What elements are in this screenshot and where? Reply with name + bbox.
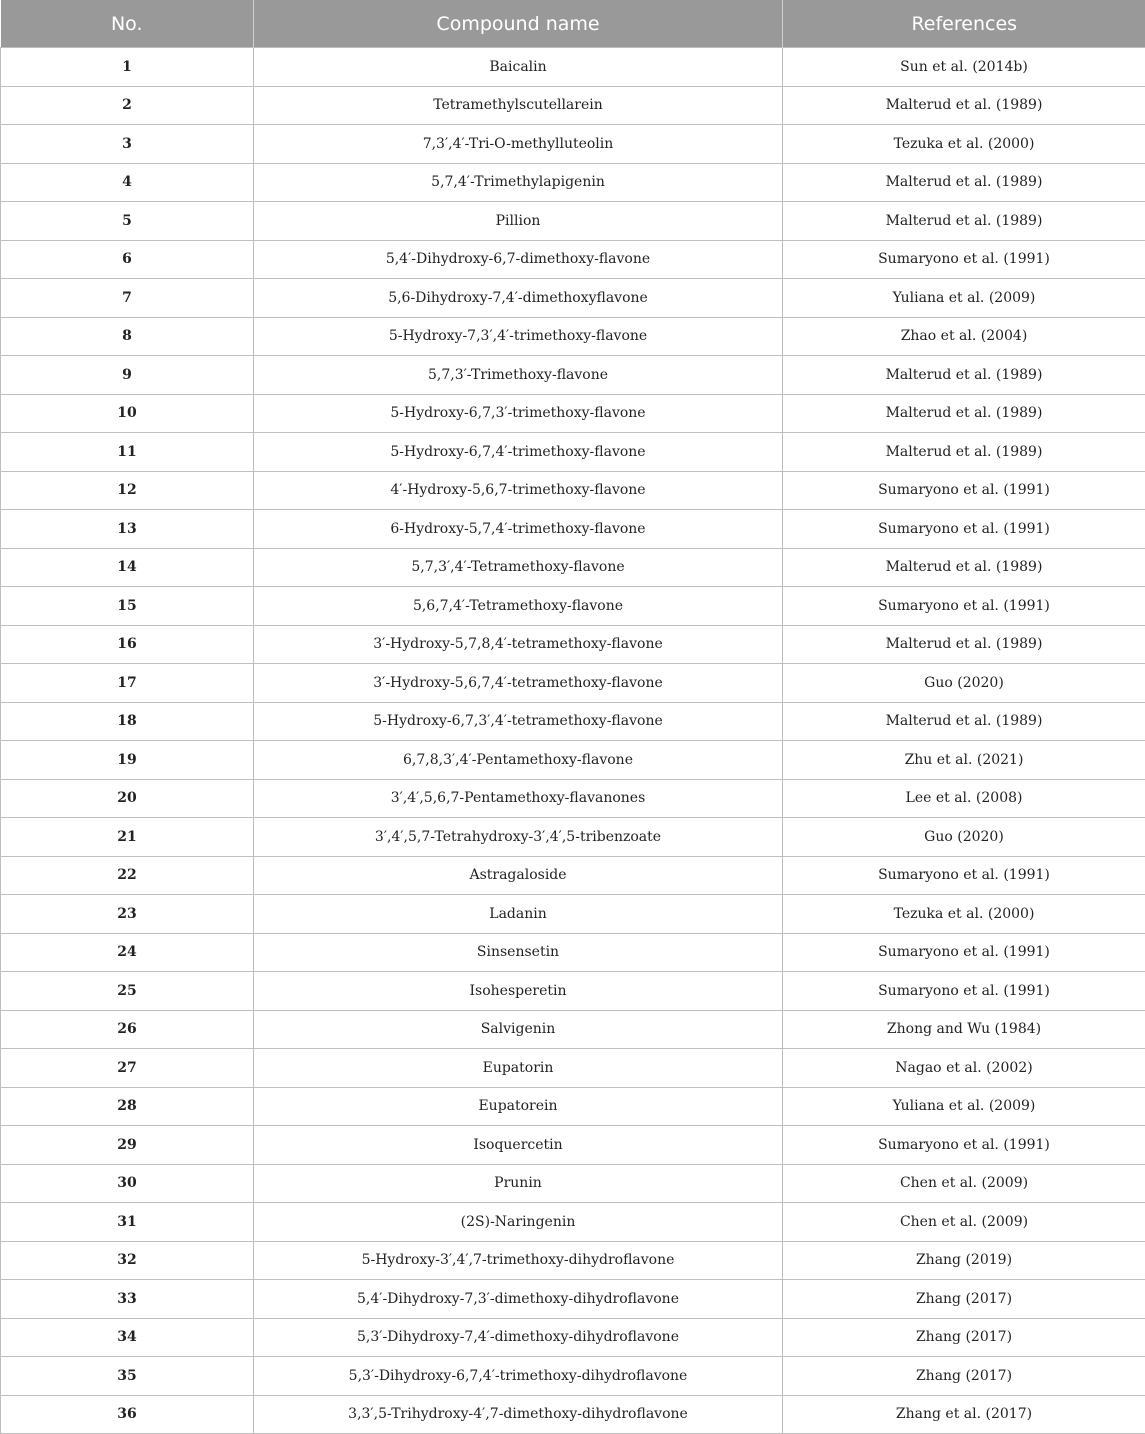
- compound-name-cell: Prunin: [254, 1164, 783, 1203]
- compound-name-cell: 5,3′-Dihydroxy-6,7,4′-trimethoxy-dihydroflavone: [254, 1357, 783, 1396]
- row-number: 8: [1, 317, 254, 356]
- reference-cell: Tezuka et al. (2000): [783, 125, 1145, 164]
- row-number: 36: [1, 1395, 254, 1434]
- table-row: [1, 625, 1145, 664]
- row-number: 21: [1, 818, 254, 857]
- row-number: 1: [1, 48, 254, 87]
- compound-name-cell: 5-Hydroxy-6,7,3′,4′-tetramethoxy-flavone: [254, 702, 783, 741]
- compound-name-cell: Astragaloside: [254, 856, 783, 895]
- compound-name-cell: Salvigenin: [254, 1010, 783, 1049]
- table-row: [1, 394, 1145, 433]
- reference-cell: Sumaryono et al. (1991): [783, 240, 1145, 279]
- header-row: [1, 0, 1145, 48]
- row-number: 16: [1, 625, 254, 664]
- table-row: [1, 510, 1145, 549]
- table-row: [1, 48, 1145, 87]
- reference-cell: Zhang (2017): [783, 1357, 1145, 1396]
- header-references: References: [783, 0, 1145, 48]
- reference-cell: Malterud et al. (1989): [783, 356, 1145, 395]
- reference-cell: Malterud et al. (1989): [783, 163, 1145, 202]
- reference-cell: Malterud et al. (1989): [783, 433, 1145, 472]
- reference-cell: Tezuka et al. (2000): [783, 895, 1145, 934]
- table-row: [1, 1280, 1145, 1319]
- table-body: [1, 48, 1145, 1434]
- row-number: 7: [1, 279, 254, 318]
- compound-name-cell: Pillion: [254, 202, 783, 241]
- compound-name-cell: Isoquercetin: [254, 1126, 783, 1165]
- row-number: 28: [1, 1087, 254, 1126]
- compound-name-cell: Eupatorin: [254, 1049, 783, 1088]
- table-row: [1, 1318, 1145, 1357]
- compound-name-cell: 5,4′-Dihydroxy-6,7-dimethoxy-flavone: [254, 240, 783, 279]
- row-number: 4: [1, 163, 254, 202]
- row-number: 20: [1, 779, 254, 818]
- reference-cell: Yuliana et al. (2009): [783, 1087, 1145, 1126]
- row-number: 32: [1, 1241, 254, 1280]
- row-number: 11: [1, 433, 254, 472]
- row-number: 34: [1, 1318, 254, 1357]
- table-row: [1, 895, 1145, 934]
- row-number: 12: [1, 471, 254, 510]
- row-number: 33: [1, 1280, 254, 1319]
- header-compound-name: Compound name: [254, 0, 783, 48]
- row-number: 18: [1, 702, 254, 741]
- table-row: [1, 1126, 1145, 1165]
- compound-name-cell: 5,7,3′-Trimethoxy-flavone: [254, 356, 783, 395]
- compound-name-cell: 5,3′-Dihydroxy-7,4′-dimethoxy-dihydroflavone: [254, 1318, 783, 1357]
- reference-cell: Malterud et al. (1989): [783, 702, 1145, 741]
- table-row: [1, 1357, 1145, 1396]
- table-row: [1, 664, 1145, 703]
- reference-cell: Zhang (2017): [783, 1280, 1145, 1319]
- table-row: [1, 1010, 1145, 1049]
- reference-cell: Sumaryono et al. (1991): [783, 856, 1145, 895]
- reference-cell: Nagao et al. (2002): [783, 1049, 1145, 1088]
- reference-cell: Zhong and Wu (1984): [783, 1010, 1145, 1049]
- table-row: [1, 125, 1145, 164]
- table-row: [1, 587, 1145, 626]
- reference-cell: Sun et al. (2014b): [783, 48, 1145, 87]
- table-row: [1, 933, 1145, 972]
- table-row: [1, 1164, 1145, 1203]
- row-number: 3: [1, 125, 254, 164]
- reference-cell: Zhu et al. (2021): [783, 741, 1145, 780]
- reference-cell: Zhang (2019): [783, 1241, 1145, 1280]
- row-number: 17: [1, 664, 254, 703]
- table-row: [1, 202, 1145, 241]
- compound-name-cell: Baicalin: [254, 48, 783, 87]
- row-number: 13: [1, 510, 254, 549]
- table-row: [1, 702, 1145, 741]
- reference-cell: Sumaryono et al. (1991): [783, 510, 1145, 549]
- reference-cell: Malterud et al. (1989): [783, 202, 1145, 241]
- table-row: [1, 779, 1145, 818]
- reference-cell: Sumaryono et al. (1991): [783, 972, 1145, 1011]
- row-number: 27: [1, 1049, 254, 1088]
- table-row: [1, 317, 1145, 356]
- compound-name-cell: 5-Hydroxy-3′,4′,7-trimethoxy-dihydroflavone: [254, 1241, 783, 1280]
- table-row: [1, 163, 1145, 202]
- reference-cell: Sumaryono et al. (1991): [783, 471, 1145, 510]
- reference-cell: Zhang (2017): [783, 1318, 1145, 1357]
- table-row: [1, 856, 1145, 895]
- table-row: [1, 1049, 1145, 1088]
- compound-name-cell: Isohesperetin: [254, 972, 783, 1011]
- reference-cell: Lee et al. (2008): [783, 779, 1145, 818]
- reference-cell: Yuliana et al. (2009): [783, 279, 1145, 318]
- compound-name-cell: 3,3′,5-Trihydroxy-4′,7-dimethoxy-dihydroflavone: [254, 1395, 783, 1434]
- compound-name-cell: 5-Hydroxy-6,7,3′-trimethoxy-flavone: [254, 394, 783, 433]
- compound-name-cell: 5,6-Dihydroxy-7,4′-dimethoxyflavone: [254, 279, 783, 318]
- row-number: 25: [1, 972, 254, 1011]
- compound-name-cell: 6,7,8,3′,4′-Pentamethoxy-flavone: [254, 741, 783, 780]
- compound-name-cell: (2S)-Naringenin: [254, 1203, 783, 1242]
- row-number: 5: [1, 202, 254, 241]
- compound-name-cell: Sinsensetin: [254, 933, 783, 972]
- table-row: [1, 86, 1145, 125]
- table-header: [1, 0, 1145, 48]
- table-row: [1, 279, 1145, 318]
- reference-cell: Chen et al. (2009): [783, 1203, 1145, 1242]
- row-number: 30: [1, 1164, 254, 1203]
- reference-cell: Zhao et al. (2004): [783, 317, 1145, 356]
- table-row: [1, 818, 1145, 857]
- reference-cell: Guo (2020): [783, 818, 1145, 857]
- row-number: 2: [1, 86, 254, 125]
- compound-name-cell: 5,6,7,4′-Tetramethoxy-flavone: [254, 587, 783, 626]
- compound-name-cell: 3′-Hydroxy-5,6,7,4′-tetramethoxy-flavone: [254, 664, 783, 703]
- row-number: 23: [1, 895, 254, 934]
- row-number: 6: [1, 240, 254, 279]
- compound-name-cell: 5-Hydroxy-6,7,4′-trimethoxy-flavone: [254, 433, 783, 472]
- table-row: [1, 433, 1145, 472]
- table-row: [1, 471, 1145, 510]
- row-number: 9: [1, 356, 254, 395]
- reference-cell: Guo (2020): [783, 664, 1145, 703]
- row-number: 29: [1, 1126, 254, 1165]
- table-row: [1, 741, 1145, 780]
- compound-name-cell: 5-Hydroxy-7,3′,4′-trimethoxy-flavone: [254, 317, 783, 356]
- reference-cell: Sumaryono et al. (1991): [783, 587, 1145, 626]
- table-row: [1, 1241, 1145, 1280]
- row-number: 24: [1, 933, 254, 972]
- compound-name-cell: 6-Hydroxy-5,7,4′-trimethoxy-flavone: [254, 510, 783, 549]
- compound-name-cell: 5,4′-Dihydroxy-7,3′-dimethoxy-dihydroflavone: [254, 1280, 783, 1319]
- compound-name-cell: Ladanin: [254, 895, 783, 934]
- reference-cell: Chen et al. (2009): [783, 1164, 1145, 1203]
- reference-cell: Malterud et al. (1989): [783, 86, 1145, 125]
- compound-name-cell: 3′,4′,5,7-Tetrahydroxy-3′,4′,5-tribenzoate: [254, 818, 783, 857]
- compound-name-cell: 5,7,4′-Trimethylapigenin: [254, 163, 783, 202]
- row-number: 15: [1, 587, 254, 626]
- header-no: No.: [1, 0, 254, 48]
- table-row: [1, 972, 1145, 1011]
- table-row: [1, 1087, 1145, 1126]
- reference-cell: Malterud et al. (1989): [783, 625, 1145, 664]
- row-number: 14: [1, 548, 254, 587]
- table-row: [1, 1203, 1145, 1242]
- table-row: [1, 548, 1145, 587]
- compound-name-cell: 5,7,3′,4′-Tetramethoxy-flavone: [254, 548, 783, 587]
- reference-cell: Zhang et al. (2017): [783, 1395, 1145, 1434]
- row-number: 10: [1, 394, 254, 433]
- compound-name-cell: Tetramethylscutellarein: [254, 86, 783, 125]
- row-number: 31: [1, 1203, 254, 1242]
- table-row: [1, 356, 1145, 395]
- table-row: [1, 1395, 1145, 1434]
- row-number: 26: [1, 1010, 254, 1049]
- compound-name-cell: 7,3′,4′-Tri-O-methylluteolin: [254, 125, 783, 164]
- compound-name-cell: Eupatorein: [254, 1087, 783, 1126]
- reference-cell: Sumaryono et al. (1991): [783, 1126, 1145, 1165]
- reference-cell: Malterud et al. (1989): [783, 394, 1145, 433]
- table-row: [1, 240, 1145, 279]
- row-number: 35: [1, 1357, 254, 1396]
- compound-name-cell: 4′-Hydroxy-5,6,7-trimethoxy-flavone: [254, 471, 783, 510]
- row-number: 22: [1, 856, 254, 895]
- reference-cell: Sumaryono et al. (1991): [783, 933, 1145, 972]
- compound-name-cell: 3′,4′,5,6,7-Pentamethoxy-flavanones: [254, 779, 783, 818]
- reference-cell: Malterud et al. (1989): [783, 548, 1145, 587]
- row-number: 19: [1, 741, 254, 780]
- compound-name-cell: 3′-Hydroxy-5,7,8,4′-tetramethoxy-flavone: [254, 625, 783, 664]
